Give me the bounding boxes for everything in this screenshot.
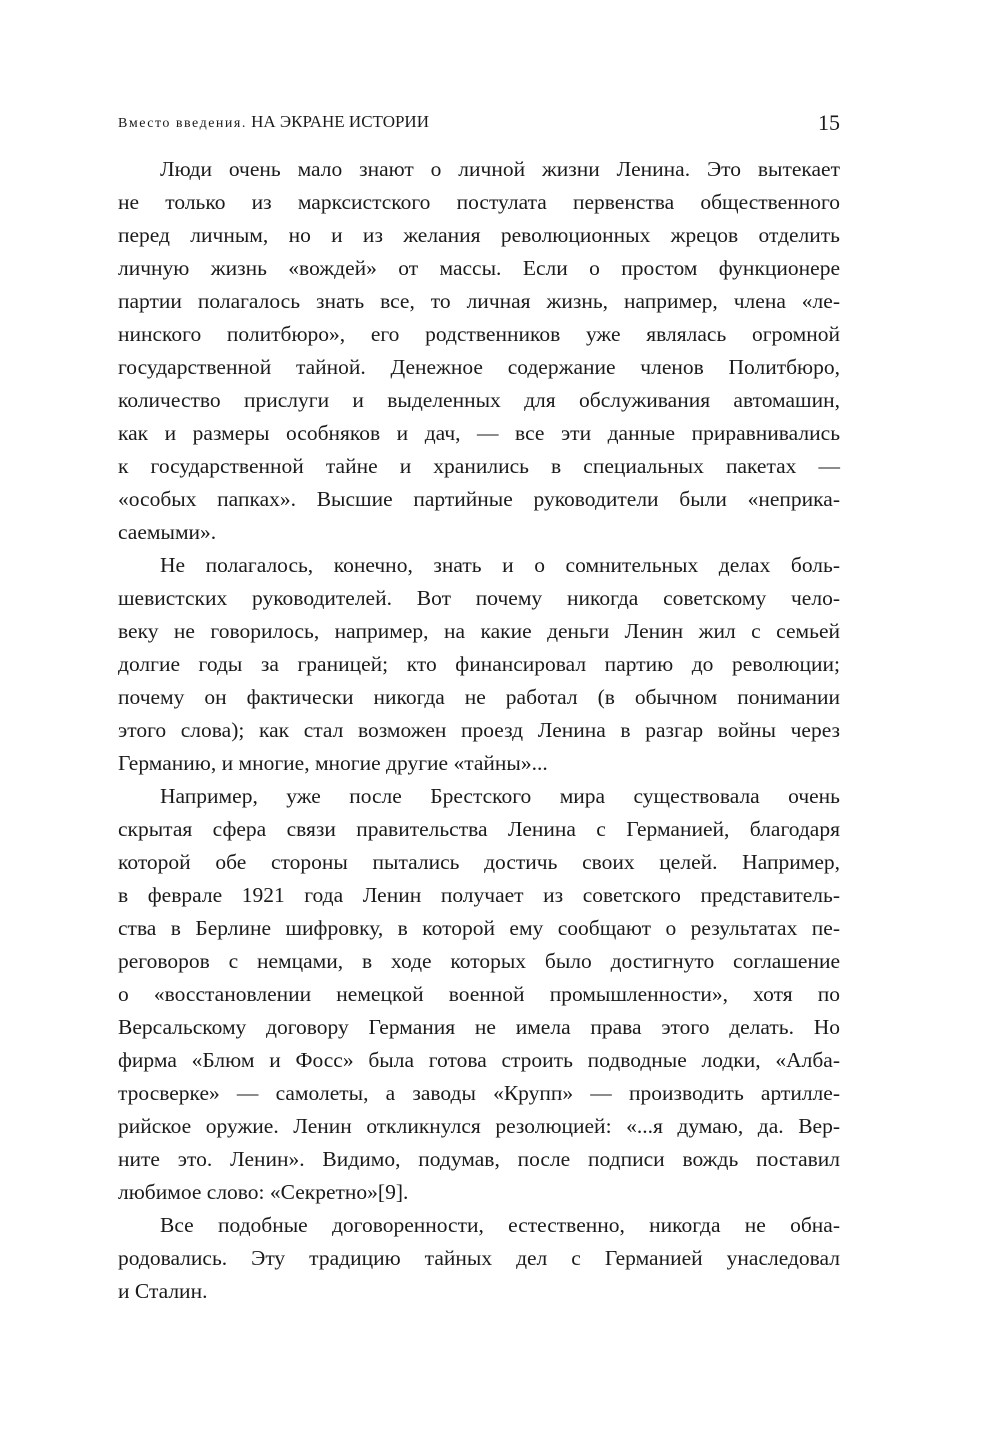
- chapter-title: НА ЭКРАНЕ ИСТОРИИ: [251, 112, 429, 131]
- text-line: любимое слово: «Секретно»[9].: [118, 1180, 409, 1204]
- text-line: «особых папках». Высшие партийные руководители были «неприка-: [118, 487, 840, 511]
- text-line: Германию, и многие, многие другие «тайны»...: [118, 751, 548, 775]
- text-line: ните это. Ленин». Видимо, подумав, после подписи вождь поставил: [118, 1147, 840, 1171]
- paragraph: [118, 549, 840, 780]
- text-line: Люди очень мало знают о личной жизни Ленина. Это вытекает: [160, 157, 840, 181]
- text-line: перед личным, но и из желания революционных жрецов отделить: [118, 223, 840, 247]
- text-line: в феврале 1921 года Ленин получает из советского представитель-: [118, 883, 840, 907]
- text-line: реговоров с немцами, в ходе которых было достигнуто соглашение: [118, 949, 840, 973]
- text-line: рийское оружие. Ленин откликнулся резолюцией: «...я думаю, да. Вер-: [118, 1114, 840, 1138]
- text-line: скрытая сфера связи правительства Ленина с Германией, благодаря: [118, 817, 840, 841]
- text-line: и Сталин.: [118, 1279, 208, 1303]
- text-line: почему он фактически никогда не работал (в обычном понимании: [118, 685, 840, 709]
- paragraph: [118, 780, 840, 1209]
- paragraph: [118, 153, 840, 549]
- paragraph: [118, 1209, 840, 1308]
- text-line: родовались. Эту традицию тайных дел с Германией унаследовал: [118, 1246, 840, 1270]
- text-line: Версальскому договору Германия не имела права этого делать. Но: [118, 1015, 840, 1039]
- text-line: которой обе стороны пытались достичь своих целей. Например,: [118, 850, 840, 874]
- text-line: партии полагалось знать все, то личная жизнь, например, члена «ле-: [118, 289, 840, 313]
- text-line: долгие годы за границей; кто финансировал партию до революции;: [118, 652, 840, 676]
- text-line: Не полагалось, конечно, знать и о сомнительных делах боль-: [160, 553, 840, 577]
- text-line: фирма «Блюм и Фосс» была готова строить подводные лодки, «Алба-: [118, 1048, 840, 1072]
- chapter-prefix: Вместо введения.: [118, 116, 247, 131]
- chapter-heading: [118, 112, 429, 132]
- text-line: личную жизнь «вождей» от массы. Если о простом функционере: [118, 256, 840, 280]
- text-line: нинского политбюро», его родственников уже являлась огромной: [118, 322, 840, 346]
- text-line: саемыми».: [118, 520, 217, 544]
- text-line: шевистских руководителей. Вот почему никогда советскому чело-: [118, 586, 840, 610]
- text-line: не только из марксистского постулата первенства общественного: [118, 190, 840, 214]
- text-line: этого слова); как стал возможен проезд Ленина в разгар войны через: [118, 718, 840, 742]
- text-line: как и размеры особняков и дач, — все эти данные приравнивались: [118, 421, 840, 445]
- running-header: [118, 112, 840, 140]
- text-line: государственной тайной. Денежное содержание членов Политбюро,: [118, 355, 840, 379]
- text-line: веку не говорилось, например, на какие деньги Ленин жил с семьей: [118, 619, 840, 643]
- text-line: количество прислуги и выделенных для обслуживания автомашин,: [118, 388, 840, 412]
- text-line: Например, уже после Брестского мира существовала очень: [160, 784, 840, 808]
- text-line: ства в Берлине шифровку, в которой ему сообщают о результатах пе-: [118, 916, 840, 940]
- text-line: тросверке» — самолеты, а заводы «Крупп» — производить артилле-: [118, 1081, 840, 1105]
- text-line: Все подобные договоренности, естественно, никогда не обна-: [160, 1213, 840, 1237]
- page-number: 15: [818, 110, 840, 135]
- text-line: о «восстановлении немецкой военной промышленности», хотя по: [118, 982, 840, 1006]
- body-text: [118, 153, 840, 1308]
- text-line: к государственной тайне и хранились в специальных пакетах —: [118, 454, 840, 478]
